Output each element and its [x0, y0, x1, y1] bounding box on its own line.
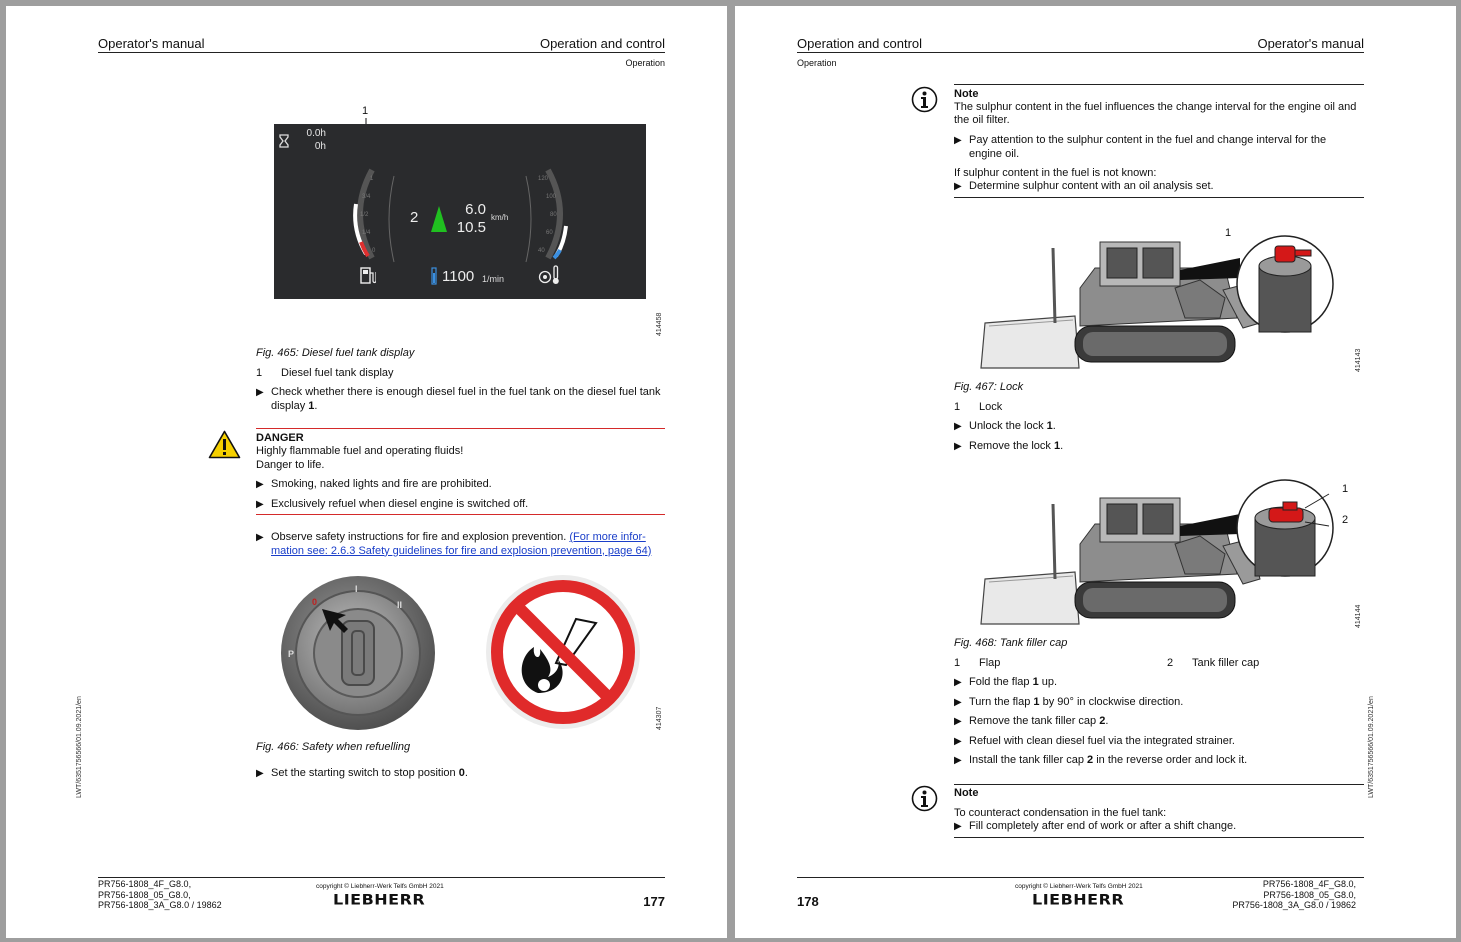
fig465-legend-num: 1 [256, 367, 263, 379]
fuel-tick: 0 [372, 248, 376, 254]
fig465-callout: 1 [362, 105, 369, 117]
fig465-image-id: 414458 [656, 312, 663, 336]
rpm-value: 1100 [442, 268, 475, 285]
warning-icon [208, 430, 241, 459]
side-document-code: LWT/6351756566/01.09.2021/en [76, 696, 83, 798]
fig467-callout: 1 [1225, 227, 1232, 239]
note2-line1: To counteract condensation in the fuel tank: [954, 807, 1167, 819]
note2-top-rule [954, 784, 1364, 785]
footer-rule [797, 877, 1364, 878]
manual-page-177 [6, 6, 727, 938]
rpm-icon [431, 267, 437, 285]
temp-tick: 100 [546, 194, 557, 200]
danger-bottom-rule [256, 514, 665, 515]
temp-tick: 40 [538, 248, 545, 254]
temp-tick: 120 [538, 176, 549, 182]
note1-title: Note [954, 88, 979, 100]
info-icon [911, 86, 938, 113]
liebherr-logo: LIEBHERR [1032, 890, 1125, 909]
header-left: Operation and control [797, 36, 923, 51]
step-turn-flap: ▶ Turn the flap 1 by 90° in clockwise direction. [954, 696, 1184, 708]
danger-line1: Highly flammable fuel and operating fluids! [256, 445, 464, 457]
note2-title: Note [954, 787, 979, 799]
fig467-legend-num: 1 [954, 401, 961, 413]
header-sub: Operation [625, 58, 665, 68]
no-fire-sign-icon [484, 573, 642, 731]
safety-guidelines-link[interactable]: (For more infor- mation see: 2.6.3 Safety guidelines for fire and explosion prevention, page 64) [271, 531, 652, 557]
switch-position-2: II [397, 600, 403, 610]
switch-position-1: I [355, 584, 358, 594]
footer-copyright: copyright © Liebherr-Werk Telfs GmbH 2021 [1015, 883, 1143, 890]
observe-instruction: ▶ Observe safety instructions for fire and explosion prevention. (For more infor- mation see: 2.6.3 Safety guidelines for fire and explosion prevention, page 64) [256, 531, 652, 557]
page-number: 178 [797, 894, 819, 909]
gear-value: 2 [410, 209, 419, 226]
fig466-caption: Fig. 466: Safety when refuelling [256, 741, 411, 753]
danger-top-rule [256, 428, 665, 429]
check-fuel-instruction: ▶ Check whether there is enough diesel fuel in the fuel tank on the diesel fuel tank display 1. [256, 386, 661, 412]
note2-bottom-rule [954, 837, 1364, 838]
speed-unit: km/h [491, 213, 509, 222]
step-remove-cap: ▶ Remove the tank filler cap 2. [954, 715, 1109, 727]
divider-arc-left [384, 174, 398, 264]
switch-position-0: 0 [312, 597, 318, 607]
fig466-image-id: 414307 [656, 706, 663, 730]
hours-top: 0.0h [306, 128, 326, 139]
fig468-legend-2-num: 2 [1167, 657, 1174, 669]
fuel-tick: 1 [370, 176, 374, 182]
speed-top: 6.0 [465, 201, 486, 218]
note1-line1: The sulphur content in the fuel influences the change interval for the engine oil and [954, 101, 1357, 113]
header-sub: Operation [797, 58, 837, 68]
danger-title: DANGER [256, 432, 304, 444]
note1-top-rule [954, 84, 1364, 85]
header-right: Operator's manual [1257, 36, 1364, 51]
danger-line2: Danger to life. [256, 459, 325, 471]
liebherr-logo: LIEBHERR [333, 890, 426, 909]
lock-detail-inset [1235, 234, 1335, 334]
fig468-legend-2-text: Tank filler cap [1192, 657, 1260, 669]
speed-bottom: 10.5 [456, 219, 486, 236]
fig468-caption: Fig. 468: Tank filler cap [954, 637, 1068, 649]
danger-bullet-2: ▶ Exclusively refuel when diesel engine is switched off. [256, 498, 529, 510]
fig468-image-id: 414144 [1355, 604, 1362, 628]
fig465-caption: Fig. 465: Diesel fuel tank display [256, 347, 415, 359]
page-number: 177 [643, 894, 665, 909]
danger-bullet-1: ▶ Smoking, naked lights and fire are prohibited. [256, 478, 492, 490]
fuel-tick: 1/4 [362, 230, 371, 236]
forward-arrow-icon [431, 206, 447, 232]
side-document-code: LWT/6351756566/01.09.2021/en [1368, 696, 1375, 798]
tank-cap-detail-inset [1235, 478, 1335, 578]
note2-bullet-1: ▶ Fill completely after end of work or after a shift change. [954, 820, 1237, 832]
fig467-caption: Fig. 467: Lock [954, 381, 1024, 393]
fuel-tank-display [274, 124, 646, 299]
fuel-pump-icon [360, 267, 376, 285]
step-install-cap: ▶ Install the tank filler cap 2 in the reverse order and lock it. [954, 754, 1248, 766]
fig468-legend-1-text: Flap [979, 657, 1001, 669]
note1-line3: If sulphur content in the fuel is not known: [954, 167, 1157, 179]
starting-switch-icon [278, 573, 438, 733]
step-fold-flap: ▶ Fold the flap 1 up. [954, 676, 1058, 688]
hours-bottom: 0h [314, 141, 326, 152]
divider-arc-right [522, 174, 536, 264]
remove-lock-instruction: ▶ Remove the lock 1. [954, 440, 1064, 452]
unlock-instruction: ▶ Unlock the lock 1. [954, 420, 1056, 432]
step-refuel: ▶ Refuel with clean diesel fuel via the integrated strainer. [954, 735, 1235, 747]
set-switch-instruction: ▶ Set the starting switch to stop position 0. [256, 767, 468, 779]
footer-codes: PR756-1808_4F_G8.0, PR756-1808_05_G8.0, PR756-1808_3A_G8.0 / 19862 [1232, 879, 1356, 910]
fig468-legend-1-num: 1 [954, 657, 961, 669]
fuel-tick: 3/4 [362, 194, 371, 200]
info-icon [911, 785, 938, 812]
header-rule [98, 52, 665, 53]
note1-bottom-rule [954, 197, 1364, 198]
header-right: Operation and control [539, 36, 665, 51]
fig468-callout-2: 2 [1342, 514, 1349, 526]
header-left: Operator's manual [98, 36, 205, 51]
footer-copyright: copyright © Liebherr-Werk Telfs GmbH 2021 [316, 883, 444, 890]
note1-line2: the oil filter. [954, 114, 1010, 126]
footer-rule [98, 877, 665, 878]
note1-bullet-2: ▶ Determine sulphur content with an oil analysis set. [954, 180, 1214, 192]
temp-tick: 60 [546, 230, 553, 236]
hourglass-icon [278, 134, 290, 148]
temp-tick: 80 [550, 212, 557, 218]
fig467-image-id: 414143 [1355, 348, 1362, 372]
rpm-unit: 1/min [482, 274, 505, 284]
manual-page-178 [735, 6, 1456, 938]
switch-position-p: P [288, 649, 295, 659]
note1-bullet-1: ▶ Pay attention to the sulphur content in the fuel and change interval for the engine oil. [954, 134, 1327, 160]
fig468-callout-1: 1 [1342, 483, 1349, 495]
footer-codes: PR756-1808_4F_G8.0, PR756-1808_05_G8.0, PR756-1808_3A_G8.0 / 19862 [98, 879, 222, 910]
coolant-temp-icon [538, 265, 562, 285]
fig467-legend-text: Lock [979, 401, 1003, 413]
header-rule [797, 52, 1364, 53]
fig465-legend-text: Diesel fuel tank display [281, 367, 394, 379]
fuel-tick: 1/2 [360, 212, 369, 218]
